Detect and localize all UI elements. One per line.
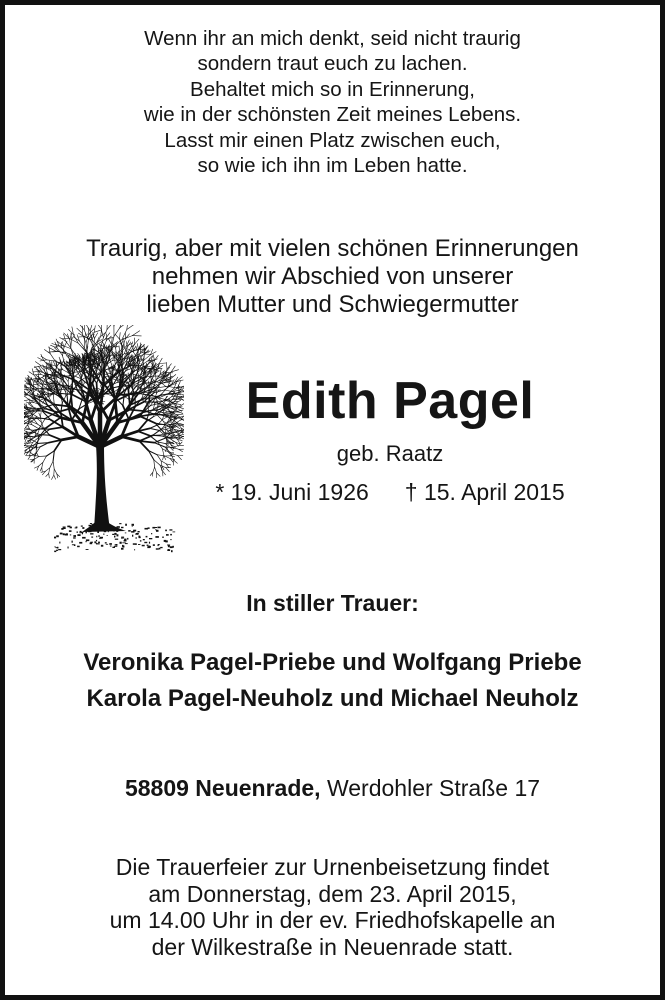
poem-line: wie in der schönsten Zeit meines Lebens. — [143, 103, 522, 127]
poem — [0, 26, 665, 178]
service-line: um 14.00 Uhr in der ev. Friedhofskapelle an — [109, 907, 556, 933]
farewell-intro — [0, 235, 665, 319]
mourner-line: Veronika Pagel-Priebe und Wolfgang Priebe — [83, 649, 582, 676]
service-line: der Wilkestraße in Neuenrade statt. — [151, 933, 514, 960]
poem-line: Lasst mir einen Platz zwischen euch, — [164, 128, 501, 152]
address-city: 58809 Neuenrade, — [124, 775, 321, 801]
service-line: am Donnerstag, dem 23. April 2015, — [148, 880, 517, 907]
poem-line: so wie ich ihn im Leben hatte. — [197, 154, 468, 178]
death-date: † 15. April 2015 — [404, 479, 565, 505]
deceased-name: Edith Pagel — [245, 372, 535, 430]
intro-line: lieben Mutter und Schwiegermutter — [146, 291, 519, 318]
life-dates — [150, 478, 630, 506]
mourners-heading: In stiller Trauer: — [246, 590, 419, 616]
poem-line: Wenn ihr an mich denkt, seid nicht traurig — [144, 27, 521, 50]
maiden-name: geb. Raatz — [336, 441, 444, 466]
poem-line: Behaltet mich so in Erinnerung, — [190, 77, 475, 101]
service-details — [0, 854, 665, 960]
tree-icon — [24, 325, 184, 565]
mourner-line: Karola Pagel-Neuholz und Michael Neuholz — [86, 685, 579, 712]
intro-line: Traurig, aber mit vielen schönen Erinnerungen — [86, 235, 579, 262]
poem-line: sondern traut euch zu lachen. — [197, 52, 468, 76]
mourners-list — [0, 645, 665, 717]
address-street: Werdohler Straße 17 — [326, 775, 541, 801]
service-line: Die Trauerfeier zur Urnenbeisetzung findet — [115, 854, 550, 880]
intro-line: nehmen wir Abschied von unserer — [151, 263, 514, 290]
address — [0, 774, 665, 802]
birth-date: * 19. Juni 1926 — [215, 479, 369, 505]
